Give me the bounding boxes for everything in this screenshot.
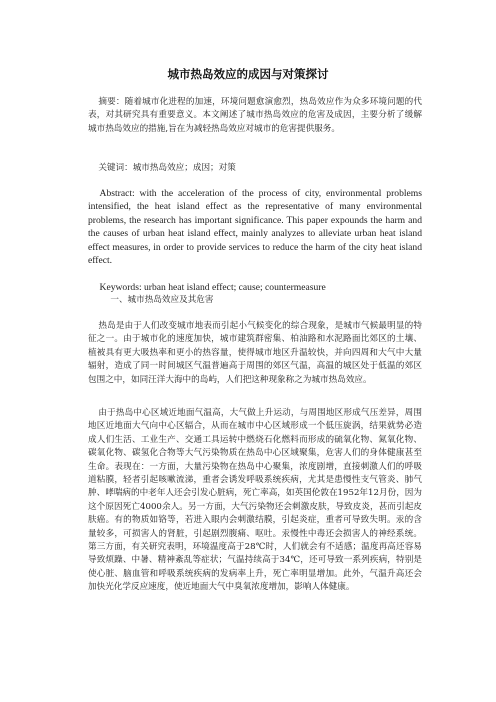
body-paragraph: 由于热岛中心区域近地面气温高，大气做上升运动，与周围地区形成气压差异，周围地区近地面大气向中心区辐合，从而在城市中心区域形成一个低压旋涡，结果就势必造成人们生活、工业生产、交通工具运转中燃烧石化燃料而形成的硫氧化物、氮氧化物、碳氧化物、碳氢化合物等大气污染物质在热岛中心区域聚集，危害人们的身体健康甚至生命。表现在：一方面，大量污染物在热岛中心聚集，浓度剧增，直接刺激人们的呼吸道粘膜，轻者引起咳嗽流涕，重者会诱发呼吸系统疾病，尤其是患慢性支气管炎、肺气肿、哮喘病的中老年人还会引发心脏病，死亡率高，如英国伦敦在1952年12月份，因为这个原因死亡4000余人。另一方面，大气污染物还会刺激皮肤，导致皮炎，甚而引起皮肤癌。有的物质如铬等，若进入眼内会刺激结膜，引起炎症，重者可导致失明。汞的含量较多，可损害人的肾脏，引起剧烈腹痛、呕吐。汞慢性中毒还会损害人的神经系统。第三方面，有关研究表明，环境温度高于28℃时，人们就会有不适感；温度再高还容易导致烦躁、中暑、精神紊乱等症状；气温持续高于34℃，还可导致一系列疾病，特别是使心脏、脑血管和呼吸系统疾病的发病率上升，死亡率明显增加。此外，气温升高还会加快光化学反应速度，使近地面大气中臭氧浓度增加，影响人体健康。 [88,408,422,593]
keywords-en: Keywords: urban heat island effect; cause; countermeasure [99,282,326,293]
paper-title: 城市热岛效应的成因与对策探讨 [167,67,329,81]
body-paragraph: 热岛是由于人们改变城市地表而引起小气候变化的综合现象，是城市气候最明显的特征之一。由于城市化的速度加快，城市建筑群密集、柏油路和水泥路面比郊区的土壤、植被具有更大吸热率和更小的热容量，使得城市地区升温较快，并向四周和大气中大量辐射，造成了同一时间城区气温普遍高于周围的郊区气温，高温的城区处于低温的郊区包围之中，如同汪洋大海中的岛屿，人们把这种现象称之为城市热岛效应。 [88,321,422,385]
abstract-cn: 摘要：随着城市化进程的加速，环境问题愈演愈烈，热岛效应作为众多环境问题的代表，对其研究具有重要意义。本文阐述了城市热岛效应的危害及成因，主要分析了缓解城市热岛效应的措施,旨在为减轻热岛效应对城市的危害提供服务。 [88,97,422,134]
section-heading: 一、城市热岛效应及其危害 [110,295,214,305]
keywords-cn: 关键词：城市热岛效应；成因；对策 [98,163,236,173]
abstract-en: Abstract: with the acceleration of the process of city, environmental problems intensified, the heat island effect as the representative of many environmental problems, the research has important significance. This paper expounds the harm and the causes of urban heat island effect, mainly analyzes to alleviate urban heat island effect measures, in order to provide services to reduce the harm of the city heat island effect. [88,188,422,267]
